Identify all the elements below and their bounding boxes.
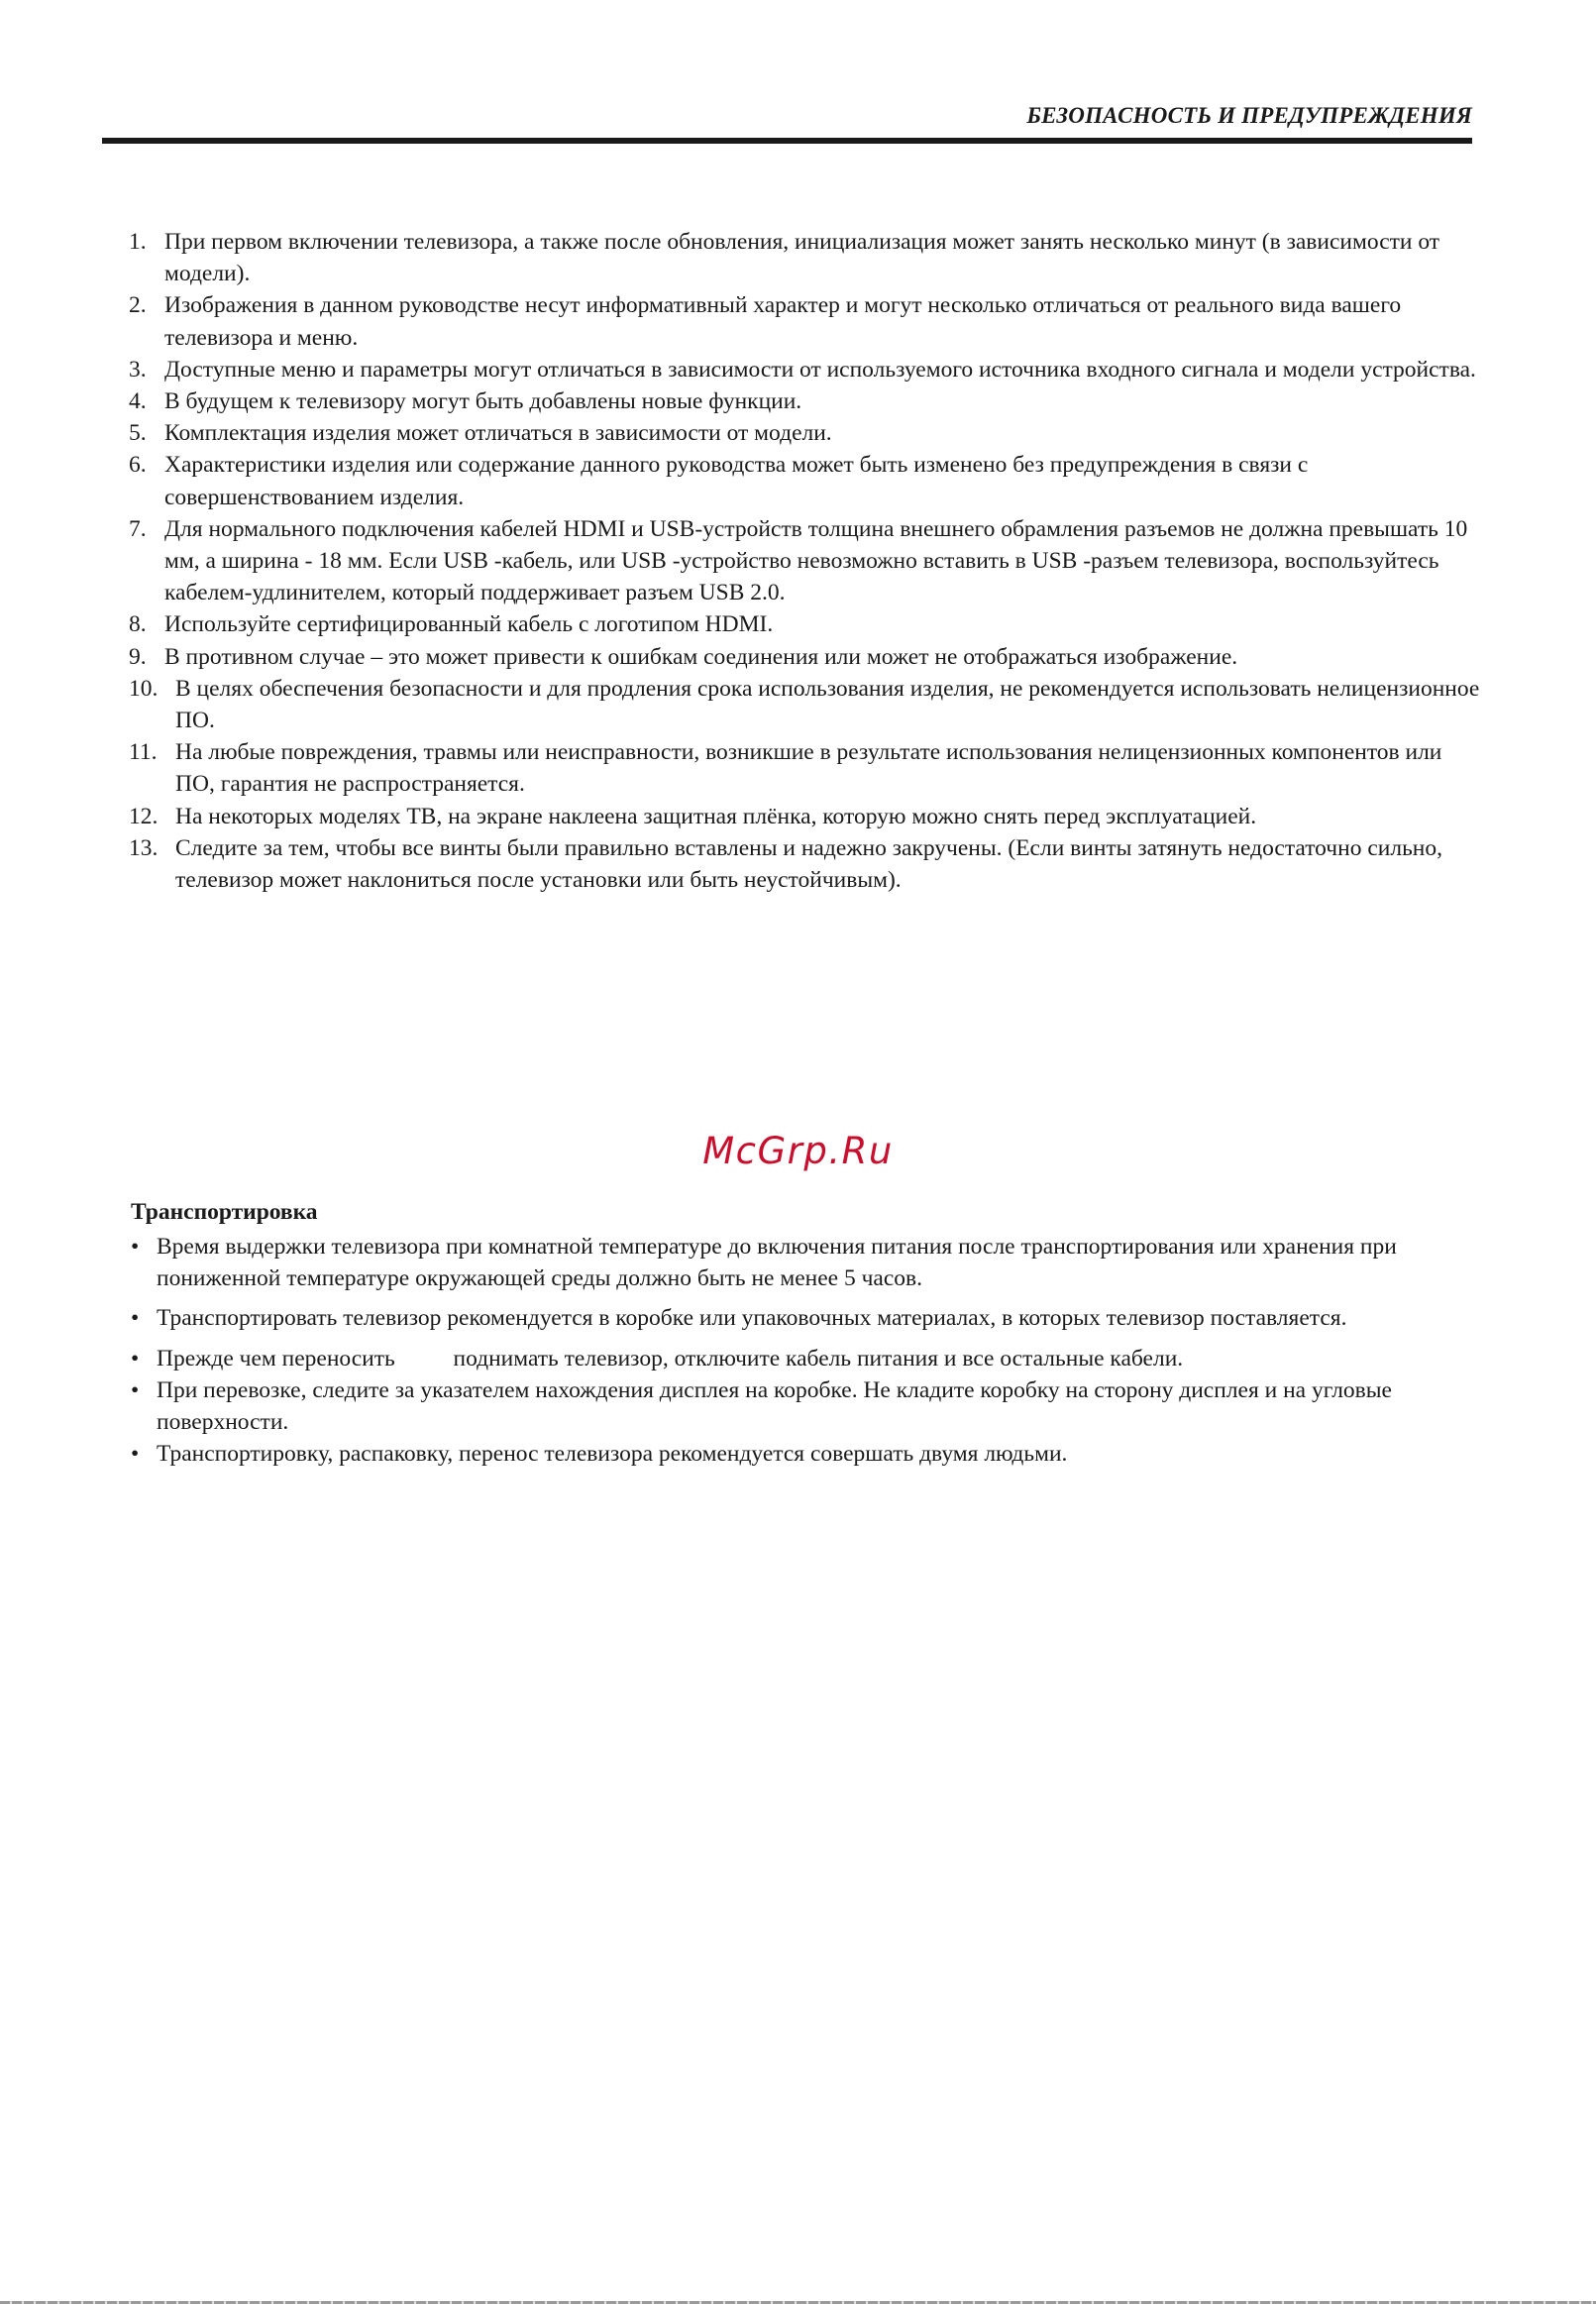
note-text: На любые повреждения, травмы или неисправности, возникшие в результате использования нелицензионных компонентов или ПО, гарантия не распространяется. — [175, 739, 1442, 798]
list-item — [131, 1231, 1478, 1294]
bullet-icon: • — [131, 1441, 140, 1468]
note-number: 4. — [129, 388, 147, 415]
note-text: На некоторых моделях ТВ, на экране наклеена защитная плёнка, которую можно снять перед эксплуатацией. — [175, 803, 1257, 829]
notes-list — [129, 226, 1486, 896]
note-text: Комплектация изделия может отличаться в зависимости от модели. — [164, 420, 832, 447]
note-text: При первом включении телевизора, а также после обновления, инициализация может занять несколько минут (в зависимости от модели). — [164, 229, 1440, 287]
note-number: 1. — [129, 229, 147, 255]
note-text: Для нормального подключения кабелей HDMI и USB-устройств толщина внешнего обрамления разъемов не должна превышать 10 мм, а ширина - 18 мм. Если USB -кабель, или USB -устройство невозможно вставить в USB -разъем телевизора, воспользуйтесь кабелем-удлинителем, который поддерживает разъем USB 2.0. — [164, 515, 1468, 606]
list-item-text: При перевозке, следите за указателем нахождения дисплея на коробке. Не кладите коробку на сторону дисплея и на угловые поверхности. — [157, 1376, 1392, 1436]
list-item-text: Транспортировку, распаковку, перенос телевизора рекомендуется совершать двумя людьми. — [157, 1441, 1068, 1468]
note-text: В противном случае – это может привести к ошибкам соединения или может не отображаться изображение. — [164, 643, 1238, 670]
note-item — [129, 608, 1486, 640]
note-item — [129, 226, 1486, 289]
list-item — [131, 1438, 1478, 1470]
note-item — [129, 417, 1486, 449]
list-item-text: Транспортировать телевизор рекомендуется в коробке или упаковочных материалах, в которых телевизор поставляется. — [157, 1305, 1347, 1332]
note-text: Используйте сертифицированный кабель с логотипом HDMI. — [164, 611, 774, 638]
note-number: 11. — [129, 739, 158, 766]
note-number: 9. — [129, 643, 147, 670]
note-number: 10. — [129, 675, 159, 702]
note-item — [129, 449, 1486, 512]
bullet-icon: • — [131, 1376, 140, 1403]
section-title-transport: Транспортировка — [131, 1199, 318, 1225]
note-text: Изображения в данном руководстве несут информативный характер и могут несколько отличаться от реального вида вашего телевизора и меню. — [164, 292, 1402, 351]
bullet-icon: • — [131, 1345, 140, 1371]
note-item — [129, 832, 1486, 896]
list-item — [131, 1302, 1478, 1334]
note-item — [129, 289, 1486, 353]
note-text: Следите за тем, чтобы все винты были правильно вставлены и надежно закручены. (Если винты затянуть недостаточно сильно, телевизор может наклониться после установки или быть неустойчивым). — [175, 834, 1442, 894]
note-item — [129, 736, 1486, 800]
list-item-text: Время выдержки телевизора при комнатной температуре до включения питания после транспортирования или хранения при пониженной температуре окружающей среды должно быть не менее 5 часов. — [157, 1234, 1397, 1292]
note-item — [129, 673, 1486, 736]
note-text: Характеристики изделия или содержание данного руководства может быть изменено без предупреждения в связи с совершенствованием изделия. — [164, 452, 1309, 510]
note-number: 5. — [129, 420, 147, 447]
watermark: McGrp.Ru — [702, 1130, 894, 1172]
note-item — [129, 641, 1486, 673]
note-number: 6. — [129, 452, 147, 479]
note-text: В целях обеспечения безопасности и для продления срока использования изделия, не рекомендуется использовать нелицензионное ПО. — [175, 675, 1480, 734]
note-number: 3. — [129, 356, 147, 383]
bullet-icon: • — [131, 1234, 140, 1260]
transport-list — [131, 1231, 1478, 1478]
note-item — [129, 801, 1486, 832]
note-item — [129, 354, 1486, 385]
note-number: 8. — [129, 611, 147, 638]
note-number: 13. — [129, 834, 159, 861]
note-text: Доступные меню и параметры могут отличаться в зависимости от используемого источника входного сигнала и модели устройства. — [164, 356, 1476, 383]
note-number: 12. — [129, 803, 159, 829]
note-number: 7. — [129, 515, 147, 542]
note-text: В будущем к телевизору могут быть добавлены новые функции. — [164, 388, 802, 415]
bullet-icon: • — [131, 1305, 140, 1332]
list-item — [131, 1374, 1478, 1438]
list-item — [131, 1343, 1478, 1374]
page-header-title: БЕЗОПАСНОСТЬ И ПРЕДУПРЕЖДЕНИЯ — [1026, 103, 1472, 128]
list-item-text: Прежде чем переносить поднимать телевизор, отключите кабель питания и все остальные кабели. — [157, 1345, 1184, 1371]
note-item — [129, 513, 1486, 609]
note-item — [129, 385, 1486, 417]
note-number: 2. — [129, 292, 147, 319]
header-rule — [102, 138, 1472, 144]
